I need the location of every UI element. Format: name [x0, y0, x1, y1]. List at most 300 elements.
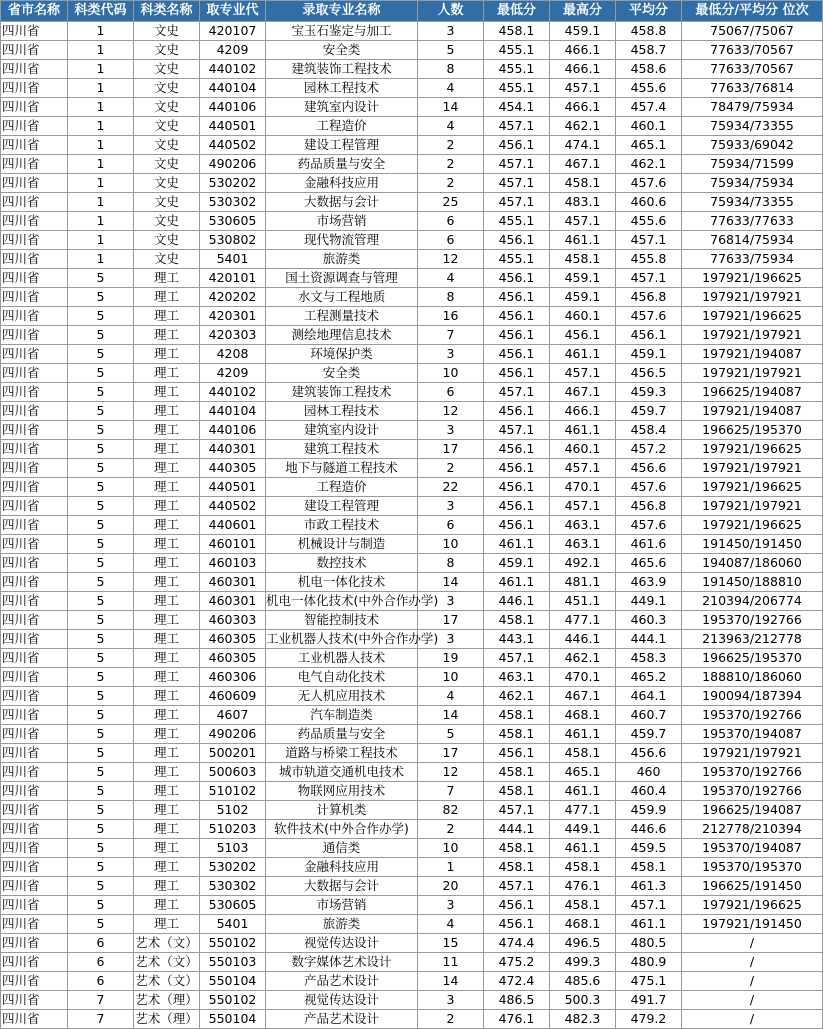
- major-name-cell: 金融科技应用: [266, 174, 418, 193]
- avg-score-cell: 459.3: [616, 383, 682, 402]
- col-header-category-name: 科类名称: [134, 1, 200, 22]
- count-cell: 3: [418, 345, 484, 364]
- avg-score-cell: 459.5: [616, 839, 682, 858]
- rank-cell: 78479/75934: [682, 98, 823, 117]
- table-row: [1, 269, 823, 288]
- major-name-cell: 现代物流管理: [266, 231, 418, 250]
- avg-score-cell: 456.1: [616, 326, 682, 345]
- major-code-cell: 550103: [200, 953, 266, 972]
- min-score-cell: 458.1: [484, 858, 550, 877]
- major-name-cell: 数字媒体艺术设计: [266, 953, 418, 972]
- min-score-cell: 458.1: [484, 839, 550, 858]
- max-score-cell: 466.1: [550, 60, 616, 79]
- min-score-cell: 456.1: [484, 136, 550, 155]
- major-name-cell: 市政工程技术: [266, 516, 418, 535]
- major-name-cell: 园林工程技术: [266, 79, 418, 98]
- col-header-min-score: 最低分: [484, 1, 550, 22]
- category-name-cell: 理工: [134, 326, 200, 345]
- category-code-cell: 5: [68, 649, 134, 668]
- category-code-cell: 1: [68, 136, 134, 155]
- count-cell: 14: [418, 706, 484, 725]
- major-code-cell: 490206: [200, 725, 266, 744]
- avg-score-cell: 459.7: [616, 402, 682, 421]
- table-row: [1, 326, 823, 345]
- major-code-cell: 500603: [200, 763, 266, 782]
- category-name-cell: 理工: [134, 573, 200, 592]
- avg-score-cell: 446.6: [616, 820, 682, 839]
- count-cell: 7: [418, 326, 484, 345]
- avg-score-cell: 458.8: [616, 22, 682, 41]
- count-cell: 6: [418, 383, 484, 402]
- major-name-cell: 建筑工程技术: [266, 440, 418, 459]
- table-row: [1, 801, 823, 820]
- major-name-cell: 安全类: [266, 41, 418, 60]
- rank-cell: 77633/76814: [682, 79, 823, 98]
- category-code-cell: 5: [68, 858, 134, 877]
- max-score-cell: 466.1: [550, 98, 616, 117]
- avg-score-cell: 457.2: [616, 440, 682, 459]
- table-row: [1, 79, 823, 98]
- col-header-count: 人数: [418, 1, 484, 22]
- table-row: [1, 421, 823, 440]
- max-score-cell: 474.1: [550, 136, 616, 155]
- count-cell: 6: [418, 212, 484, 231]
- category-name-cell: 文史: [134, 98, 200, 117]
- max-score-cell: 500.3: [550, 991, 616, 1010]
- province-cell: 四川省: [1, 193, 68, 212]
- min-score-cell: 456.1: [484, 459, 550, 478]
- rank-cell: 194087/186060: [682, 554, 823, 573]
- category-code-cell: 1: [68, 79, 134, 98]
- category-name-cell: 艺术（文）: [134, 953, 200, 972]
- major-name-cell: 产品艺术设计: [266, 972, 418, 991]
- max-score-cell: 492.1: [550, 554, 616, 573]
- province-cell: 四川省: [1, 573, 68, 592]
- avg-score-cell: 458.3: [616, 649, 682, 668]
- rank-cell: /: [682, 953, 823, 972]
- count-cell: 2: [418, 459, 484, 478]
- category-code-cell: 7: [68, 1010, 134, 1029]
- major-name-cell: 药品质量与安全: [266, 725, 418, 744]
- major-name-cell: 产品艺术设计: [266, 1010, 418, 1029]
- rank-cell: 77633/77633: [682, 212, 823, 231]
- table-row: [1, 744, 823, 763]
- province-cell: 四川省: [1, 592, 68, 611]
- max-score-cell: 457.1: [550, 79, 616, 98]
- category-name-cell: 文史: [134, 60, 200, 79]
- max-score-cell: 460.1: [550, 440, 616, 459]
- province-cell: 四川省: [1, 896, 68, 915]
- count-cell: 10: [418, 535, 484, 554]
- count-cell: 14: [418, 972, 484, 991]
- rank-cell: 77633/75934: [682, 250, 823, 269]
- province-cell: 四川省: [1, 478, 68, 497]
- province-cell: 四川省: [1, 269, 68, 288]
- max-score-cell: 462.1: [550, 649, 616, 668]
- major-code-cell: 460305: [200, 649, 266, 668]
- table-row: [1, 497, 823, 516]
- major-name-cell: 药品质量与安全: [266, 155, 418, 174]
- min-score-cell: 458.1: [484, 782, 550, 801]
- avg-score-cell: 465.2: [616, 668, 682, 687]
- avg-score-cell: 457.6: [616, 516, 682, 535]
- min-score-cell: 456.1: [484, 307, 550, 326]
- table-row: [1, 22, 823, 41]
- avg-score-cell: 458.1: [616, 858, 682, 877]
- province-cell: 四川省: [1, 1010, 68, 1029]
- major-code-cell: 460103: [200, 554, 266, 573]
- count-cell: 6: [418, 516, 484, 535]
- province-cell: 四川省: [1, 307, 68, 326]
- category-code-cell: 5: [68, 573, 134, 592]
- count-cell: 4: [418, 915, 484, 934]
- province-cell: 四川省: [1, 250, 68, 269]
- min-score-cell: 475.2: [484, 953, 550, 972]
- avg-score-cell: 461.3: [616, 877, 682, 896]
- col-header-max-score: 最高分: [550, 1, 616, 22]
- category-name-cell: 理工: [134, 896, 200, 915]
- min-score-cell: 456.1: [484, 269, 550, 288]
- major-name-cell: 计算机类: [266, 801, 418, 820]
- category-code-cell: 5: [68, 763, 134, 782]
- category-code-cell: 5: [68, 402, 134, 421]
- province-cell: 四川省: [1, 212, 68, 231]
- category-code-cell: 5: [68, 706, 134, 725]
- min-score-cell: 461.1: [484, 535, 550, 554]
- count-cell: 4: [418, 117, 484, 136]
- table-row: [1, 573, 823, 592]
- min-score-cell: 457.1: [484, 649, 550, 668]
- category-code-cell: 5: [68, 421, 134, 440]
- major-code-cell: 550104: [200, 1010, 266, 1029]
- min-score-cell: 457.1: [484, 193, 550, 212]
- province-cell: 四川省: [1, 60, 68, 79]
- category-code-cell: 6: [68, 953, 134, 972]
- max-score-cell: 460.1: [550, 307, 616, 326]
- major-name-cell: 地下与隧道工程技术: [266, 459, 418, 478]
- category-code-cell: 6: [68, 972, 134, 991]
- category-code-cell: 5: [68, 744, 134, 763]
- min-score-cell: 457.1: [484, 877, 550, 896]
- category-code-cell: 5: [68, 364, 134, 383]
- category-name-cell: 理工: [134, 307, 200, 326]
- category-code-cell: 5: [68, 630, 134, 649]
- province-cell: 四川省: [1, 649, 68, 668]
- min-score-cell: 456.1: [484, 345, 550, 364]
- count-cell: 10: [418, 668, 484, 687]
- category-name-cell: 理工: [134, 687, 200, 706]
- avg-score-cell: 457.1: [616, 896, 682, 915]
- category-code-cell: 5: [68, 535, 134, 554]
- province-cell: 四川省: [1, 744, 68, 763]
- count-cell: 14: [418, 98, 484, 117]
- category-code-cell: 7: [68, 991, 134, 1010]
- category-name-cell: 理工: [134, 820, 200, 839]
- avg-score-cell: 460: [616, 763, 682, 782]
- table-row: [1, 915, 823, 934]
- province-cell: 四川省: [1, 668, 68, 687]
- table-row: [1, 991, 823, 1010]
- table-row: [1, 288, 823, 307]
- max-score-cell: 446.1: [550, 630, 616, 649]
- rank-cell: 210394/206774: [682, 592, 823, 611]
- category-name-cell: 理工: [134, 649, 200, 668]
- count-cell: 2: [418, 174, 484, 193]
- min-score-cell: 456.1: [484, 516, 550, 535]
- category-code-cell: 5: [68, 801, 134, 820]
- min-score-cell: 456.1: [484, 231, 550, 250]
- category-code-cell: 1: [68, 231, 134, 250]
- table-row: [1, 877, 823, 896]
- category-code-cell: 5: [68, 668, 134, 687]
- category-code-cell: 5: [68, 725, 134, 744]
- avg-score-cell: 459.9: [616, 801, 682, 820]
- avg-score-cell: 456.8: [616, 288, 682, 307]
- province-cell: 四川省: [1, 687, 68, 706]
- max-score-cell: 457.1: [550, 459, 616, 478]
- max-score-cell: 458.1: [550, 174, 616, 193]
- category-name-cell: 理工: [134, 402, 200, 421]
- major-name-cell: 数控技术: [266, 554, 418, 573]
- category-name-cell: 文史: [134, 79, 200, 98]
- rank-cell: 197921/197921: [682, 326, 823, 345]
- province-cell: 四川省: [1, 155, 68, 174]
- major-code-cell: 5401: [200, 250, 266, 269]
- max-score-cell: 463.1: [550, 516, 616, 535]
- max-score-cell: 461.1: [550, 421, 616, 440]
- table-row: [1, 231, 823, 250]
- max-score-cell: 461.1: [550, 231, 616, 250]
- category-name-cell: 文史: [134, 231, 200, 250]
- province-cell: 四川省: [1, 516, 68, 535]
- count-cell: 12: [418, 250, 484, 269]
- major-code-cell: 440305: [200, 459, 266, 478]
- avg-score-cell: 460.3: [616, 611, 682, 630]
- table-row: [1, 763, 823, 782]
- major-name-cell: 大数据与会计: [266, 193, 418, 212]
- table-row: [1, 896, 823, 915]
- table-row: [1, 117, 823, 136]
- max-score-cell: 485.6: [550, 972, 616, 991]
- rank-cell: 197921/197921: [682, 744, 823, 763]
- table-row: [1, 402, 823, 421]
- count-cell: 12: [418, 763, 484, 782]
- min-score-cell: 456.1: [484, 478, 550, 497]
- major-code-cell: 4208: [200, 345, 266, 364]
- category-code-cell: 5: [68, 839, 134, 858]
- avg-score-cell: 480.9: [616, 953, 682, 972]
- category-code-cell: 1: [68, 117, 134, 136]
- count-cell: 11: [418, 953, 484, 972]
- header-row: [1, 1, 823, 22]
- major-name-cell: 通信类: [266, 839, 418, 858]
- count-cell: 4: [418, 79, 484, 98]
- avg-score-cell: 449.1: [616, 592, 682, 611]
- table-row: [1, 687, 823, 706]
- max-score-cell: 457.1: [550, 212, 616, 231]
- major-name-cell: 环境保护类: [266, 345, 418, 364]
- avg-score-cell: 458.4: [616, 421, 682, 440]
- table-row: [1, 60, 823, 79]
- max-score-cell: 458.1: [550, 858, 616, 877]
- major-name-cell: 智能控制技术: [266, 611, 418, 630]
- rank-cell: 196625/195370: [682, 649, 823, 668]
- avg-score-cell: 457.1: [616, 269, 682, 288]
- province-cell: 四川省: [1, 953, 68, 972]
- count-cell: 17: [418, 440, 484, 459]
- max-score-cell: 461.1: [550, 725, 616, 744]
- avg-score-cell: 458.7: [616, 41, 682, 60]
- major-code-cell: 510203: [200, 820, 266, 839]
- category-code-cell: 5: [68, 288, 134, 307]
- max-score-cell: 477.1: [550, 801, 616, 820]
- major-code-cell: 460305: [200, 630, 266, 649]
- province-cell: 四川省: [1, 497, 68, 516]
- category-name-cell: 理工: [134, 592, 200, 611]
- province-cell: 四川省: [1, 535, 68, 554]
- category-code-cell: 1: [68, 193, 134, 212]
- major-name-cell: 建筑室内设计: [266, 98, 418, 117]
- max-score-cell: 458.1: [550, 896, 616, 915]
- avg-score-cell: 460.7: [616, 706, 682, 725]
- count-cell: 10: [418, 364, 484, 383]
- rank-cell: 197921/197921: [682, 288, 823, 307]
- table-row: [1, 98, 823, 117]
- province-cell: 四川省: [1, 231, 68, 250]
- count-cell: 8: [418, 554, 484, 573]
- category-name-cell: 理工: [134, 364, 200, 383]
- category-name-cell: 理工: [134, 478, 200, 497]
- rank-cell: 195370/195370: [682, 858, 823, 877]
- major-code-cell: 420303: [200, 326, 266, 345]
- avg-score-cell: 458.6: [616, 60, 682, 79]
- major-name-cell: 市场营销: [266, 896, 418, 915]
- category-code-cell: 5: [68, 687, 134, 706]
- major-code-cell: 440106: [200, 421, 266, 440]
- province-cell: 四川省: [1, 364, 68, 383]
- major-code-cell: 550102: [200, 934, 266, 953]
- province-cell: 四川省: [1, 326, 68, 345]
- province-cell: 四川省: [1, 136, 68, 155]
- count-cell: 3: [418, 592, 484, 611]
- category-name-cell: 理工: [134, 554, 200, 573]
- major-code-cell: 530605: [200, 212, 266, 231]
- max-score-cell: 457.1: [550, 497, 616, 516]
- min-score-cell: 446.1: [484, 592, 550, 611]
- category-name-cell: 理工: [134, 611, 200, 630]
- major-code-cell: 500201: [200, 744, 266, 763]
- min-score-cell: 456.1: [484, 364, 550, 383]
- table-row: [1, 516, 823, 535]
- major-name-cell: 建筑装饰工程技术: [266, 383, 418, 402]
- category-code-cell: 6: [68, 934, 134, 953]
- major-code-cell: 530302: [200, 193, 266, 212]
- table-row: [1, 212, 823, 231]
- province-cell: 四川省: [1, 782, 68, 801]
- rank-cell: /: [682, 934, 823, 953]
- province-cell: 四川省: [1, 858, 68, 877]
- table-row: [1, 839, 823, 858]
- major-name-cell: 宝玉石鉴定与加工: [266, 22, 418, 41]
- category-name-cell: 理工: [134, 459, 200, 478]
- min-score-cell: 455.1: [484, 60, 550, 79]
- major-code-cell: 440502: [200, 136, 266, 155]
- major-code-cell: 420301: [200, 307, 266, 326]
- category-name-cell: 理工: [134, 497, 200, 516]
- table-row: [1, 611, 823, 630]
- major-name-cell: 物联网应用技术: [266, 782, 418, 801]
- category-code-cell: 5: [68, 383, 134, 402]
- max-score-cell: 461.1: [550, 345, 616, 364]
- min-score-cell: 458.1: [484, 611, 550, 630]
- table-row: [1, 649, 823, 668]
- avg-score-cell: 456.6: [616, 744, 682, 763]
- rank-cell: 191450/191450: [682, 535, 823, 554]
- count-cell: 8: [418, 288, 484, 307]
- category-name-cell: 理工: [134, 706, 200, 725]
- count-cell: 12: [418, 402, 484, 421]
- category-code-cell: 5: [68, 459, 134, 478]
- major-code-cell: 460301: [200, 573, 266, 592]
- rank-cell: 196625/194087: [682, 383, 823, 402]
- province-cell: 四川省: [1, 630, 68, 649]
- table-row: [1, 630, 823, 649]
- count-cell: 3: [418, 497, 484, 516]
- avg-score-cell: 457.1: [616, 231, 682, 250]
- col-header-category-code: 科类代码: [68, 1, 134, 22]
- rank-cell: 76814/75934: [682, 231, 823, 250]
- category-code-cell: 1: [68, 41, 134, 60]
- major-code-cell: 530302: [200, 877, 266, 896]
- max-score-cell: 483.1: [550, 193, 616, 212]
- category-name-cell: 文史: [134, 155, 200, 174]
- category-code-cell: 5: [68, 497, 134, 516]
- max-score-cell: 481.1: [550, 573, 616, 592]
- count-cell: 8: [418, 60, 484, 79]
- count-cell: 15: [418, 934, 484, 953]
- max-score-cell: 449.1: [550, 820, 616, 839]
- count-cell: 17: [418, 744, 484, 763]
- major-name-cell: 城市轨道交通机电技术: [266, 763, 418, 782]
- rank-cell: 197921/196625: [682, 516, 823, 535]
- category-code-cell: 1: [68, 98, 134, 117]
- count-cell: 14: [418, 573, 484, 592]
- avg-score-cell: 444.1: [616, 630, 682, 649]
- avg-score-cell: 462.1: [616, 155, 682, 174]
- major-code-cell: 440501: [200, 117, 266, 136]
- avg-score-cell: 455.6: [616, 79, 682, 98]
- major-name-cell: 旅游类: [266, 250, 418, 269]
- major-code-cell: 420202: [200, 288, 266, 307]
- major-name-cell: 工业机器人技术: [266, 649, 418, 668]
- category-name-cell: 文史: [134, 212, 200, 231]
- avg-score-cell: 464.1: [616, 687, 682, 706]
- category-name-cell: 文史: [134, 174, 200, 193]
- province-cell: 四川省: [1, 611, 68, 630]
- max-score-cell: 456.1: [550, 326, 616, 345]
- count-cell: 3: [418, 421, 484, 440]
- min-score-cell: 457.1: [484, 421, 550, 440]
- rank-cell: 197921/196625: [682, 307, 823, 326]
- count-cell: 5: [418, 725, 484, 744]
- count-cell: 82: [418, 801, 484, 820]
- max-score-cell: 462.1: [550, 117, 616, 136]
- avg-score-cell: 455.6: [616, 212, 682, 231]
- avg-score-cell: 460.1: [616, 117, 682, 136]
- count-cell: 3: [418, 22, 484, 41]
- province-cell: 四川省: [1, 383, 68, 402]
- province-cell: 四川省: [1, 79, 68, 98]
